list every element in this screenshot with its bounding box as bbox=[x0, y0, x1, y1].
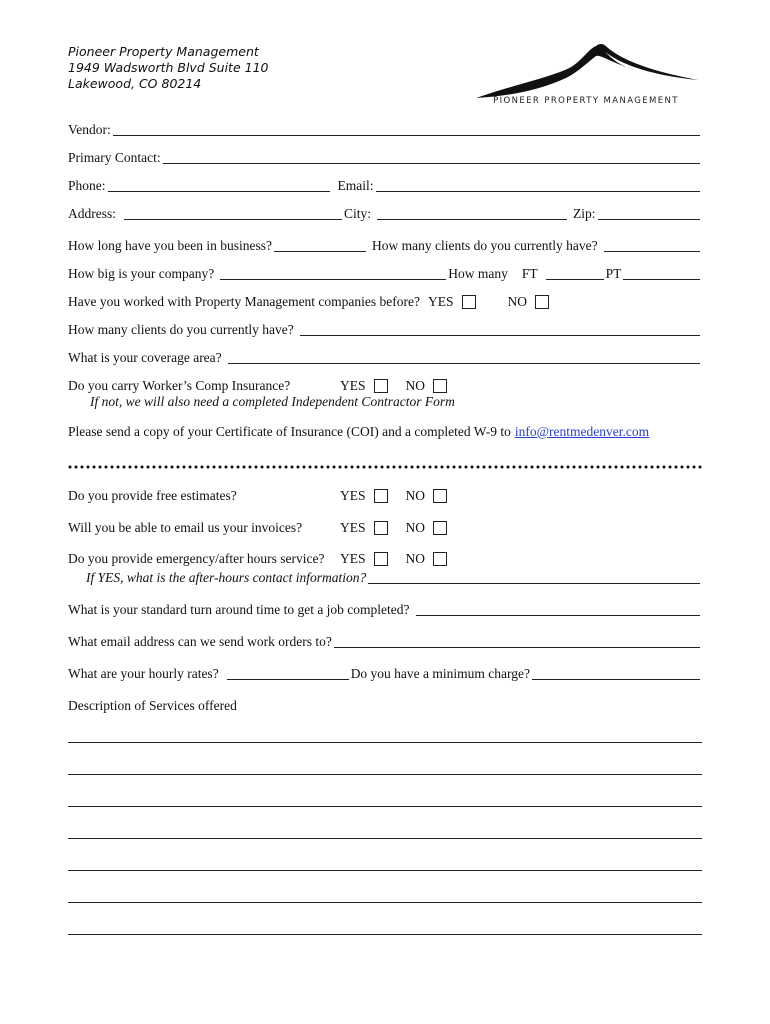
coi-row bbox=[68, 422, 702, 440]
description-line[interactable] bbox=[68, 870, 702, 871]
workers-comp-note: If not, we will also need a completed Independent Contractor Form bbox=[90, 394, 455, 409]
description-line[interactable] bbox=[68, 742, 702, 743]
email-invoices-label: Will you be able to email us your invoices? bbox=[68, 520, 303, 535]
description-line[interactable] bbox=[68, 806, 702, 807]
pt-label: PT bbox=[605, 266, 622, 281]
email-invoices-yes-option[interactable] bbox=[340, 520, 388, 536]
after-hours-field[interactable] bbox=[368, 571, 700, 584]
email-field[interactable] bbox=[376, 179, 700, 192]
city-field[interactable] bbox=[377, 207, 567, 220]
no-label: NO bbox=[405, 551, 426, 566]
worked-pm-yes-checkbox[interactable] bbox=[462, 295, 476, 309]
pt-field[interactable] bbox=[623, 267, 700, 280]
clients-count-label: How many clients do you currently have? bbox=[371, 238, 598, 253]
free-estimates-label: Do you provide free estimates? bbox=[68, 488, 237, 503]
zip-field[interactable] bbox=[598, 207, 700, 220]
description-line[interactable] bbox=[68, 934, 702, 935]
coverage-field[interactable] bbox=[228, 351, 700, 364]
company-address-block bbox=[68, 44, 268, 92]
no-label: NO bbox=[507, 294, 528, 309]
primary-contact-label: Primary Contact: bbox=[68, 150, 161, 165]
clients-field[interactable] bbox=[300, 323, 700, 336]
after-hours-label: If YES, what is the after-hours contact information? bbox=[86, 570, 367, 585]
hourly-rates-field[interactable] bbox=[227, 667, 349, 680]
yes-label: YES bbox=[428, 294, 454, 309]
description-line[interactable] bbox=[68, 838, 702, 839]
rates-row bbox=[68, 664, 702, 682]
company-name: Pioneer Property Management bbox=[68, 44, 259, 59]
workers-comp-label: Do you carry Worker’s Comp Insurance? bbox=[68, 378, 291, 393]
minimum-charge-field[interactable] bbox=[532, 667, 700, 680]
free-estimates-no-checkbox[interactable] bbox=[433, 489, 447, 503]
company-address-line1: 1949 Wadsworth Blvd Suite 110 bbox=[68, 60, 269, 75]
ft-field[interactable] bbox=[546, 267, 604, 280]
description-row bbox=[68, 696, 702, 714]
primary-contact-row bbox=[68, 148, 702, 166]
yes-label: YES bbox=[340, 520, 366, 535]
city-label: City: bbox=[344, 206, 372, 221]
emergency-label: Do you provide emergency/after hours service? bbox=[68, 551, 325, 566]
email-label: Email: bbox=[337, 178, 374, 193]
description-line[interactable] bbox=[68, 774, 702, 775]
how-long-label: How long have you been in business? bbox=[68, 238, 272, 253]
description-label: Description of Services offered bbox=[68, 698, 237, 713]
company-size-field[interactable] bbox=[220, 267, 446, 280]
email-invoices-no-checkbox[interactable] bbox=[433, 521, 447, 535]
vendor-row bbox=[68, 120, 702, 138]
how-long-field[interactable] bbox=[274, 239, 366, 252]
no-label: NO bbox=[405, 520, 426, 535]
no-label: NO bbox=[405, 488, 426, 503]
workers-comp-row bbox=[68, 376, 702, 394]
company-address-line2: Lakewood, CO 80214 bbox=[68, 76, 202, 91]
yes-label: YES bbox=[340, 378, 366, 393]
emergency-no-option[interactable] bbox=[406, 551, 448, 567]
workers-comp-yes-option[interactable] bbox=[340, 378, 388, 394]
address-field[interactable] bbox=[124, 207, 342, 220]
emergency-no-checkbox[interactable] bbox=[433, 552, 447, 566]
workers-comp-yes-checkbox[interactable] bbox=[374, 379, 388, 393]
coverage-row bbox=[68, 348, 702, 366]
email-invoices-row bbox=[68, 518, 702, 536]
how-many-label: How many bbox=[448, 266, 508, 281]
worked-pm-no-checkbox[interactable] bbox=[535, 295, 549, 309]
turnaround-field[interactable] bbox=[416, 603, 700, 616]
description-line[interactable] bbox=[68, 902, 702, 903]
ft-label: FT bbox=[521, 266, 538, 281]
business-length-row bbox=[68, 236, 702, 254]
clients-row bbox=[68, 320, 702, 338]
email-invoices-yes-checkbox[interactable] bbox=[374, 521, 388, 535]
work-orders-row bbox=[68, 632, 702, 650]
coverage-label: What is your coverage area? bbox=[68, 350, 222, 365]
vendor-label: Vendor: bbox=[68, 122, 111, 137]
free-estimates-no-option[interactable] bbox=[406, 488, 448, 504]
phone-email-row bbox=[68, 176, 702, 194]
clients-label: How many clients do you currently have? bbox=[68, 322, 294, 337]
worked-pm-no-option[interactable] bbox=[508, 294, 550, 310]
work-orders-label: What email address can we send work orders to? bbox=[68, 634, 332, 649]
emergency-row bbox=[68, 549, 702, 567]
free-estimates-yes-checkbox[interactable] bbox=[374, 489, 388, 503]
after-hours-row bbox=[86, 568, 702, 586]
email-invoices-no-option[interactable] bbox=[406, 520, 448, 536]
section-divider bbox=[67, 465, 703, 469]
free-estimates-row bbox=[68, 486, 702, 504]
turnaround-row bbox=[68, 600, 702, 618]
workers-comp-no-checkbox[interactable] bbox=[433, 379, 447, 393]
hourly-rates-label: What are your hourly rates? bbox=[68, 666, 219, 681]
coi-email-link[interactable]: info@rentmedenver.com bbox=[514, 424, 650, 439]
primary-contact-field[interactable] bbox=[163, 151, 700, 164]
emergency-yes-option[interactable] bbox=[340, 551, 388, 567]
phone-field[interactable] bbox=[108, 179, 330, 192]
no-label: NO bbox=[405, 378, 426, 393]
coi-text: Please send a copy of your Certificate of Insurance (COI) and a completed W-9 to bbox=[68, 424, 511, 439]
work-orders-field[interactable] bbox=[334, 635, 700, 648]
company-size-row bbox=[68, 264, 702, 282]
worked-pm-label: Have you worked with Property Management companies before? bbox=[68, 294, 421, 309]
worked-pm-row bbox=[68, 292, 702, 310]
turnaround-label: What is your standard turn around time to get a job completed? bbox=[68, 602, 410, 617]
emergency-yes-checkbox[interactable] bbox=[374, 552, 388, 566]
company-size-label: How big is your company? bbox=[68, 266, 215, 281]
minimum-charge-label: Do you have a minimum charge? bbox=[350, 666, 531, 681]
zip-label: Zip: bbox=[573, 206, 596, 221]
phone-label: Phone: bbox=[68, 178, 106, 193]
yes-label: YES bbox=[340, 551, 366, 566]
address-row bbox=[68, 204, 702, 222]
free-estimates-yes-option[interactable] bbox=[340, 488, 388, 504]
yes-label: YES bbox=[340, 488, 366, 503]
worked-pm-yes-option[interactable] bbox=[428, 294, 476, 310]
vendor-field[interactable] bbox=[113, 123, 700, 136]
address-label: Address: bbox=[68, 206, 116, 221]
clients-count-field[interactable] bbox=[604, 239, 700, 252]
logo-text: PIONEER PROPERTY MANAGEMENT bbox=[493, 96, 679, 106]
workers-comp-no-option[interactable] bbox=[406, 378, 448, 394]
